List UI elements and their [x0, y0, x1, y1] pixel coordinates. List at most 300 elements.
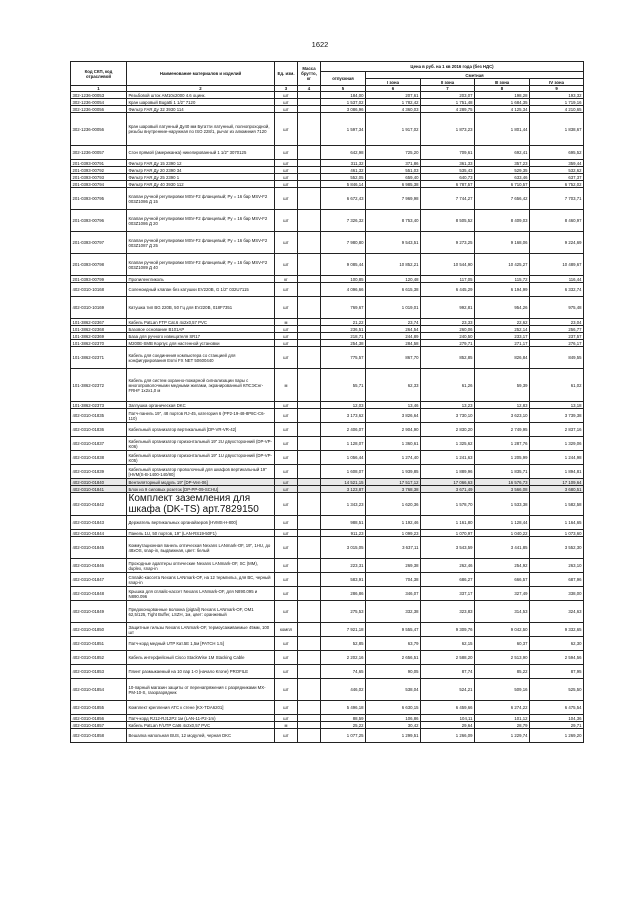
table-body	[71, 92, 584, 743]
release-price-cell: 9 085,44	[321, 254, 366, 276]
item-code-cell: 402-0310-01838	[71, 451, 127, 465]
item-code-cell: 402-0310-01854	[71, 679, 127, 701]
zone4-price-cell: 338,00	[530, 587, 584, 601]
zone3-price-cell: 3 623,10	[475, 409, 530, 423]
item-name-cell: Крышка для сплайс-кассет Nexans LANmark-OF, для N890.095 и N890.096	[127, 587, 275, 601]
item-code-cell: 402-0310-01855	[71, 701, 127, 715]
zone3-price-cell: 529,35	[475, 167, 530, 174]
item-unit-cell: шт	[275, 516, 298, 530]
zone2-price-cell: 4 289,75	[421, 106, 475, 113]
zone4-price-cell: 6 752,02	[530, 181, 584, 188]
zone1-price-cell: 2 904,90	[366, 423, 421, 437]
release-price-cell: 55,71	[321, 369, 366, 402]
zone1-price-cell: 2 656,51	[366, 651, 421, 665]
header-zone2: II зона	[421, 79, 475, 86]
zone4-price-cell: 1 329,06	[530, 437, 584, 451]
table-row	[71, 181, 584, 188]
table-row	[71, 160, 584, 167]
zone2-price-cell: 117,05	[421, 276, 475, 283]
zone1-price-cell: 346,07	[366, 587, 421, 601]
zone2-price-cell: 7 744,27	[421, 188, 475, 210]
zone2-price-cell: 1 325,62	[421, 437, 475, 451]
table-row	[71, 319, 584, 326]
zone4-price-cell: 9 332,65	[530, 623, 584, 637]
item-mass-cell	[298, 465, 321, 479]
item-mass-cell	[298, 516, 321, 530]
item-code-cell: 402-0310-01849	[71, 601, 127, 623]
item-unit-cell: шт	[275, 409, 298, 423]
zone3-price-cell: 85,22	[475, 665, 530, 679]
item-mass-cell	[298, 479, 321, 486]
release-price-cell: 14 521,15	[321, 479, 366, 486]
release-price-cell: 254,38	[321, 340, 366, 347]
item-unit-cell: шт	[275, 167, 298, 174]
zone1-price-cell: 3 637,11	[366, 537, 421, 559]
item-unit-cell: м	[275, 722, 298, 729]
zone2-price-cell: 1 873,23	[421, 113, 475, 146]
table-row	[71, 340, 584, 347]
item-code-cell: 402-0310-01851	[71, 637, 127, 651]
item-mass-cell	[298, 232, 321, 254]
item-unit-cell: шт	[275, 679, 298, 701]
item-unit-cell: шт	[275, 493, 298, 516]
item-mass-cell	[298, 530, 321, 537]
zone4-price-cell: 849,55	[530, 347, 584, 369]
release-price-cell: 2 406,07	[321, 423, 366, 437]
table-row	[71, 451, 584, 465]
zone2-price-cell: 2 588,20	[421, 651, 475, 665]
item-name-cell: Блок из 9 силовых розеток [DP-PP-09-SCHU]	[127, 486, 275, 493]
table-row	[71, 665, 584, 679]
item-mass-cell	[298, 722, 321, 729]
zone1-price-cell: 264,54	[366, 326, 421, 333]
item-name-cell: Фильтр FAR Ду 32 3930 114	[127, 106, 275, 113]
item-name-cell: Катушка тип BG 220В, 50 Гц для EV220B, 018F7351	[127, 297, 275, 319]
zone4-price-cell: 1 269,20	[530, 729, 584, 743]
item-code-cell: 201-0393-00795	[71, 188, 127, 210]
header-zone4: IV зона	[530, 79, 584, 86]
header-name: Наименование материалов и изделий	[127, 62, 275, 86]
release-price-cell: 311,32	[321, 160, 366, 167]
zone2-price-cell: 535,43	[421, 167, 475, 174]
zone4-price-cell: 263,10	[530, 559, 584, 573]
zone2-price-cell: 29,64	[421, 722, 475, 729]
table-row	[71, 333, 584, 340]
index-cell: 9	[530, 86, 584, 92]
item-mass-cell	[298, 319, 321, 326]
item-name-cell: Панель 1U, 50 портов, 19" (LAN-RS19-50F1)	[127, 530, 275, 537]
table-row	[71, 623, 584, 637]
table-row	[71, 701, 584, 715]
zone1-price-cell: 9 555,47	[366, 623, 421, 637]
table-row	[71, 99, 584, 106]
zone4-price-cell: 1 838,67	[530, 113, 584, 146]
item-name-cell: Патч-корд медный UTP Кат.5Е 1,5м [PATCH 1.5]	[127, 637, 275, 651]
item-code-cell: 402-0310-01853	[71, 665, 127, 679]
item-mass-cell	[298, 106, 321, 113]
zone4-price-cell: 1 164,65	[530, 516, 584, 530]
table-row	[71, 297, 584, 319]
zone4-price-cell: 87,95	[530, 665, 584, 679]
zone2-price-cell: 23,33	[421, 319, 475, 326]
zone1-price-cell: 1 360,61	[366, 437, 421, 451]
table-row	[71, 409, 584, 423]
release-price-cell: 275,53	[321, 601, 366, 623]
zone3-price-cell: 101,12	[475, 715, 530, 722]
zone3-price-cell: 28,79	[475, 722, 530, 729]
zone3-price-cell: 1 533,38	[475, 493, 530, 516]
item-name-cell: Фильтр FAR Ду 40 3930 112	[127, 181, 275, 188]
release-price-cell: 2 202,16	[321, 651, 366, 665]
zone3-price-cell: 60,37	[475, 637, 530, 651]
zone4-price-cell: 975,48	[530, 297, 584, 319]
item-code-cell: 402-0310-10169	[71, 297, 127, 319]
item-name-cell: Клапан ручной регулировки MSV-F2 фланцевый; Ру = 16 бар MSV-F2 003Z1086 Д 20	[127, 210, 275, 232]
zone4-price-cell: 1 894,81	[530, 465, 584, 479]
header-estimate: Сметная	[366, 72, 584, 79]
item-unit-cell: шт	[275, 326, 298, 333]
zone1-price-cell: 244,89	[366, 333, 421, 340]
price-table	[70, 61, 584, 743]
item-name-cell: Вешалка напольная BUS, 12 модулей, черная DKC	[127, 729, 275, 743]
zone4-price-cell: 7 703,71	[530, 188, 584, 210]
zone4-price-cell: 532,62	[530, 167, 584, 174]
zone2-price-cell: 1 889,96	[421, 465, 475, 479]
release-price-cell: 988,51	[321, 516, 366, 530]
zone4-price-cell: 62,30	[530, 637, 584, 651]
item-mass-cell	[298, 486, 321, 493]
zone1-price-cell: 6 630,15	[366, 701, 421, 715]
zone1-price-cell: 3 768,38	[366, 486, 421, 493]
zone4-price-cell: 1 719,16	[530, 99, 584, 106]
zone2-price-cell: 61,26	[421, 369, 475, 402]
item-code-cell: 101-3862-02373	[71, 402, 127, 409]
zone1-price-cell: 106,86	[366, 715, 421, 722]
item-mass-cell	[298, 537, 321, 559]
zone1-price-cell: 371,86	[366, 160, 421, 167]
table-row	[71, 254, 584, 276]
item-name-cell: Кабель PatLan F/UTP Cat6 4x2x0,57 PVC	[127, 722, 275, 729]
release-price-cell: 3 086,96	[321, 106, 366, 113]
zone1-price-cell: 13,46	[366, 402, 421, 409]
zone2-price-cell: 323,83	[421, 601, 475, 623]
zone3-price-cell: 666,57	[475, 573, 530, 587]
table-row	[71, 651, 584, 665]
item-code-cell: 101-3862-02372	[71, 369, 127, 402]
item-unit-cell: шт	[275, 188, 298, 210]
item-unit-cell: м	[275, 369, 298, 402]
item-mass-cell	[298, 146, 321, 160]
zone1-price-cell: 1 939,85	[366, 465, 421, 479]
release-price-cell: 6 672,43	[321, 188, 366, 210]
item-name-cell: Плинт размыкаемый на 10 пар 1-0 (начало Krone) PROFILE	[127, 665, 275, 679]
release-price-cell: 25,22	[321, 722, 366, 729]
release-price-cell: 3 015,05	[321, 537, 366, 559]
item-unit-cell: шт	[275, 254, 298, 276]
item-name-cell: Резьбовой шток AM10x2000 4.6 оцинк.	[127, 92, 275, 99]
item-mass-cell	[298, 333, 321, 340]
zone4-price-cell: 525,50	[530, 679, 584, 701]
item-mass-cell	[298, 665, 321, 679]
item-unit-cell: м	[275, 319, 298, 326]
release-price-cell: 583,91	[321, 573, 366, 587]
release-price-cell: 286,86	[321, 587, 366, 601]
item-mass-cell	[298, 347, 321, 369]
item-mass-cell	[298, 369, 321, 402]
zone3-price-cell: 4 125,34	[475, 106, 530, 113]
item-unit-cell: шт	[275, 729, 298, 743]
item-name-cell: Кран шаровый латунный Ду40 мм Бугатти латунный, полнопроходной, резьбы внутренние-наружная по ISO 228/1, рычаг из алюминия 7120	[127, 113, 275, 146]
zone1-price-cell: 704,38	[366, 573, 421, 587]
item-code-cell: 402-0310-01846	[71, 559, 127, 573]
release-price-cell: 7 921,18	[321, 623, 366, 637]
zone4-price-cell: 29,71	[530, 722, 584, 729]
table-row	[71, 369, 584, 402]
zone2-price-cell: 3 671,49	[421, 486, 475, 493]
item-code-cell: 402-0310-01847	[71, 573, 127, 587]
index-cell: 7	[421, 86, 475, 92]
item-unit-cell: шт	[275, 333, 298, 340]
release-price-cell: 7 326,32	[321, 210, 366, 232]
index-cell: 3	[275, 86, 298, 92]
item-name-cell: Фильтр FAR Ду 20 2390 34	[127, 167, 275, 174]
zone2-price-cell: 992,81	[421, 297, 475, 319]
item-name-cell: Кабель PatLan FTP Cat.6 4x2x0,57 PVC	[127, 319, 275, 326]
zone4-price-cell: 3 552,30	[530, 537, 584, 559]
table-row	[71, 402, 584, 409]
item-name-cell: Кран шаровый Bugatti 1 1/2" 7120	[127, 99, 275, 106]
item-name-cell: Кабельный организатор проволочный для шкафов вертикальный 19" [HVM(S-B-1400-140/80]	[127, 465, 275, 479]
table-row	[71, 174, 584, 181]
zone3-price-cell: 633,46	[475, 174, 530, 181]
zone1-price-cell: 659,40	[366, 174, 421, 181]
zone1-price-cell: 867,70	[366, 347, 421, 369]
item-name-cell: Пропиленгликоль	[127, 276, 275, 283]
table-row	[71, 210, 584, 232]
release-price-cell: 218,71	[321, 333, 366, 340]
zone2-price-cell: 17 066,63	[421, 479, 475, 486]
zone4-price-cell: 1 073,60	[530, 530, 584, 537]
item-code-cell: 101-3862-02371	[71, 347, 127, 369]
item-mass-cell	[298, 297, 321, 319]
zone3-price-cell: 6 194,99	[475, 283, 530, 297]
item-name-cell: Коммутационная панель оптическая Nexans LANmark-OF, 19", 1HU, до 48xOS, snap-in, выдвижная, цвет: белый	[127, 537, 275, 559]
item-code-cell: 201-0393-00791	[71, 160, 127, 167]
zone3-price-cell: 198,28	[475, 92, 530, 99]
release-price-cell: 1 608,07	[321, 465, 366, 479]
table-row	[71, 516, 584, 530]
item-mass-cell	[298, 99, 321, 106]
zone2-price-cell: 6 459,66	[421, 701, 475, 715]
zone4-price-cell: 276,17	[530, 340, 584, 347]
index-cell: 5	[321, 86, 366, 92]
table-row	[71, 326, 584, 333]
item-code-cell: 101-3862-02370	[71, 340, 127, 347]
zone1-price-cell: 23,74	[366, 319, 421, 326]
item-unit-cell: кг	[275, 276, 298, 283]
zone3-price-cell: 1 205,99	[475, 451, 530, 465]
zone4-price-cell: 6 332,74	[530, 283, 584, 297]
zone1-price-cell: 10 852,21	[366, 254, 421, 276]
zone4-price-cell: 256,77	[530, 326, 584, 333]
zone3-price-cell: 6 274,22	[475, 701, 530, 715]
item-unit-cell: шт	[275, 486, 298, 493]
item-unit-cell: шт	[275, 601, 298, 623]
item-name-cell: Кабель интерфейсный Cisco StackWise 1M Stacking Cable	[127, 651, 275, 665]
release-price-cell: 1 128,07	[321, 437, 366, 451]
release-price-cell: 769,67	[321, 297, 366, 319]
item-unit-cell: шт	[275, 437, 298, 451]
release-price-cell: 911,23	[321, 530, 366, 537]
item-code-cell: 201-0393-00799	[71, 276, 127, 283]
release-price-cell: 74,65	[321, 665, 366, 679]
zone2-price-cell: 9 273,25	[421, 232, 475, 254]
table-row	[71, 106, 584, 113]
release-price-cell: 461,32	[321, 167, 366, 174]
release-price-cell: 1 077,25	[321, 729, 366, 743]
zone1-price-cell: 725,20	[366, 146, 421, 160]
item-name-cell: Предоконцованные волокна (pigtail) Nexans LANmark-OF, OM1 62,5/125, Tight Buffer, LSZH, 1м, цвет: оранжевый	[127, 601, 275, 623]
item-code-cell: 402-0310-01848	[71, 587, 127, 601]
header-mass: Масса брутто, кг	[298, 62, 321, 86]
zone2-price-cell: 13,23	[421, 402, 475, 409]
zone3-price-cell: 6 710,57	[475, 181, 530, 188]
zone3-price-cell: 9 168,06	[475, 232, 530, 254]
item-unit-cell: шт	[275, 573, 298, 587]
item-code-cell: 402-0310-01840	[71, 479, 127, 486]
item-name-cell: 10-парный магазин защиты от перенапряжения с разрядниками МХ-РМ-10-S, газоразрядник	[127, 679, 275, 701]
item-mass-cell	[298, 210, 321, 232]
zone3-price-cell: 12,83	[475, 402, 530, 409]
zone3-price-cell: 2 749,95	[475, 423, 530, 437]
index-cell: 6	[366, 86, 421, 92]
table-row	[71, 283, 584, 297]
item-mass-cell	[298, 559, 321, 573]
zone3-price-cell: 233,17	[475, 333, 530, 340]
zone4-price-cell: 10 489,67	[530, 254, 584, 276]
item-unit-cell: шт	[275, 210, 298, 232]
zone1-price-cell: 63,79	[366, 637, 421, 651]
release-price-cell: 775,57	[321, 347, 366, 369]
zone4-price-cell: 61,02	[530, 369, 584, 402]
release-price-cell: 5 846,14	[321, 181, 366, 188]
item-unit-cell: шт	[275, 92, 298, 99]
index-cell: 8	[475, 86, 530, 92]
release-price-cell: 3 123,87	[321, 486, 366, 493]
table-row	[71, 537, 584, 559]
zone4-price-cell: 3 680,51	[530, 486, 584, 493]
table-row	[71, 479, 584, 486]
zone3-price-cell: 22,62	[475, 319, 530, 326]
item-unit-cell: шт	[275, 402, 298, 409]
item-mass-cell	[298, 679, 321, 701]
item-unit-cell: шт	[275, 530, 298, 537]
zone3-price-cell: 1 287,76	[475, 437, 530, 451]
table-row	[71, 679, 584, 701]
table-row	[71, 347, 584, 369]
item-name-cell: Сгон прямой (американка) никелированный 1 1/2" 3070125	[127, 146, 275, 160]
item-unit-cell: шт	[275, 297, 298, 319]
table-row	[71, 637, 584, 651]
zone1-price-cell: 7 969,98	[366, 188, 421, 210]
zone1-price-cell: 1 192,46	[366, 516, 421, 530]
zone4-price-cell: 13,18	[530, 402, 584, 409]
zone3-price-cell: 1 835,71	[475, 465, 530, 479]
item-mass-cell	[298, 601, 321, 623]
release-price-cell: 1 537,02	[321, 99, 366, 106]
release-price-cell: 88,59	[321, 715, 366, 722]
zone4-price-cell: 637,37	[530, 174, 584, 181]
release-price-cell: 446,02	[321, 679, 366, 701]
zone3-price-cell: 115,72	[475, 276, 530, 283]
release-price-cell: 100,85	[321, 276, 366, 283]
zone3-price-cell: 9 042,50	[475, 623, 530, 637]
item-name-cell: Заглушка органическая DKC	[127, 402, 275, 409]
zone1-price-cell: 6 985,38	[366, 181, 421, 188]
zone2-price-cell: 62,15	[421, 637, 475, 651]
release-price-cell: 223,31	[321, 559, 366, 573]
zone1-price-cell: 30,42	[366, 722, 421, 729]
item-code-cell: 402-0310-01837	[71, 437, 127, 451]
item-name-cell: Базовое основание B101AP	[127, 326, 275, 333]
zone1-price-cell: 1 620,36	[366, 493, 421, 516]
zone1-price-cell: 3 826,64	[366, 409, 421, 423]
zone1-price-cell: 332,38	[366, 601, 421, 623]
item-name-cell: Патч-панель 19", 48 портов RJ-45, категория 6 (PP2-19-48-8P8C-C6-110)	[127, 409, 275, 423]
zone1-price-cell: 207,61	[366, 92, 421, 99]
zone2-price-cell: 337,17	[421, 587, 475, 601]
zone1-price-cell: 538,04	[366, 679, 421, 701]
zone3-price-cell: 59,39	[475, 369, 530, 402]
zone1-price-cell: 9 543,51	[366, 232, 421, 254]
zone1-price-cell: 1 099,23	[366, 530, 421, 537]
zone1-price-cell: 1 917,02	[366, 113, 421, 146]
item-code-cell: 201-0393-00794	[71, 181, 127, 188]
item-code-cell: 201-0393-00793	[71, 174, 127, 181]
item-code-cell: 201-0393-00798	[71, 254, 127, 276]
zone2-price-cell: 10 544,90	[421, 254, 475, 276]
item-name-cell: Фильтр FAR Ду 25 2390 1	[127, 174, 275, 181]
header-price-group: Цена в руб. на 1 кв 2016 года (без НДС)	[321, 62, 584, 72]
item-name-cell: Комплект заземления для шкафа (DK-TS) арт.7829150	[127, 493, 275, 516]
zone2-price-cell: 262,46	[421, 559, 475, 573]
item-code-cell: 402-0310-01842	[71, 493, 127, 516]
zone4-price-cell: 9 224,69	[530, 232, 584, 254]
zone4-price-cell: 17 109,64	[530, 479, 584, 486]
item-code-cell: 402-0310-01852	[71, 651, 127, 665]
zone4-price-cell: 193,32	[530, 92, 584, 99]
zone1-price-cell: 62,33	[366, 369, 421, 402]
item-unit-cell: шт	[275, 559, 298, 573]
item-name-cell: Клапан ручной регулировки MSV-F2 фланцевый; Ру = 16 бар MSV-F2 003Z1086 Д 15	[127, 188, 275, 210]
zone4-price-cell: 687,96	[530, 573, 584, 587]
item-mass-cell	[298, 181, 321, 188]
item-code-cell: 201-0393-00797	[71, 232, 127, 254]
table-row	[71, 601, 584, 623]
zone2-price-cell: 87,74	[421, 665, 475, 679]
item-code-cell: 402-0310-01845	[71, 537, 127, 559]
table-row	[71, 276, 584, 283]
item-name-cell: Кабельный организатор горизонтальный 19" 1U двухсторонний (DP-VP-K05)	[127, 451, 275, 465]
zone3-price-cell: 7 656,42	[475, 188, 530, 210]
header-zone3: III зона	[475, 79, 530, 86]
item-mass-cell	[298, 160, 321, 167]
item-code-cell: 302-1236-00054	[71, 99, 127, 106]
table-row	[71, 437, 584, 451]
zone4-price-cell: 116,44	[530, 276, 584, 283]
zone1-price-cell: 120,48	[366, 276, 421, 283]
item-unit-cell: шт	[275, 587, 298, 601]
